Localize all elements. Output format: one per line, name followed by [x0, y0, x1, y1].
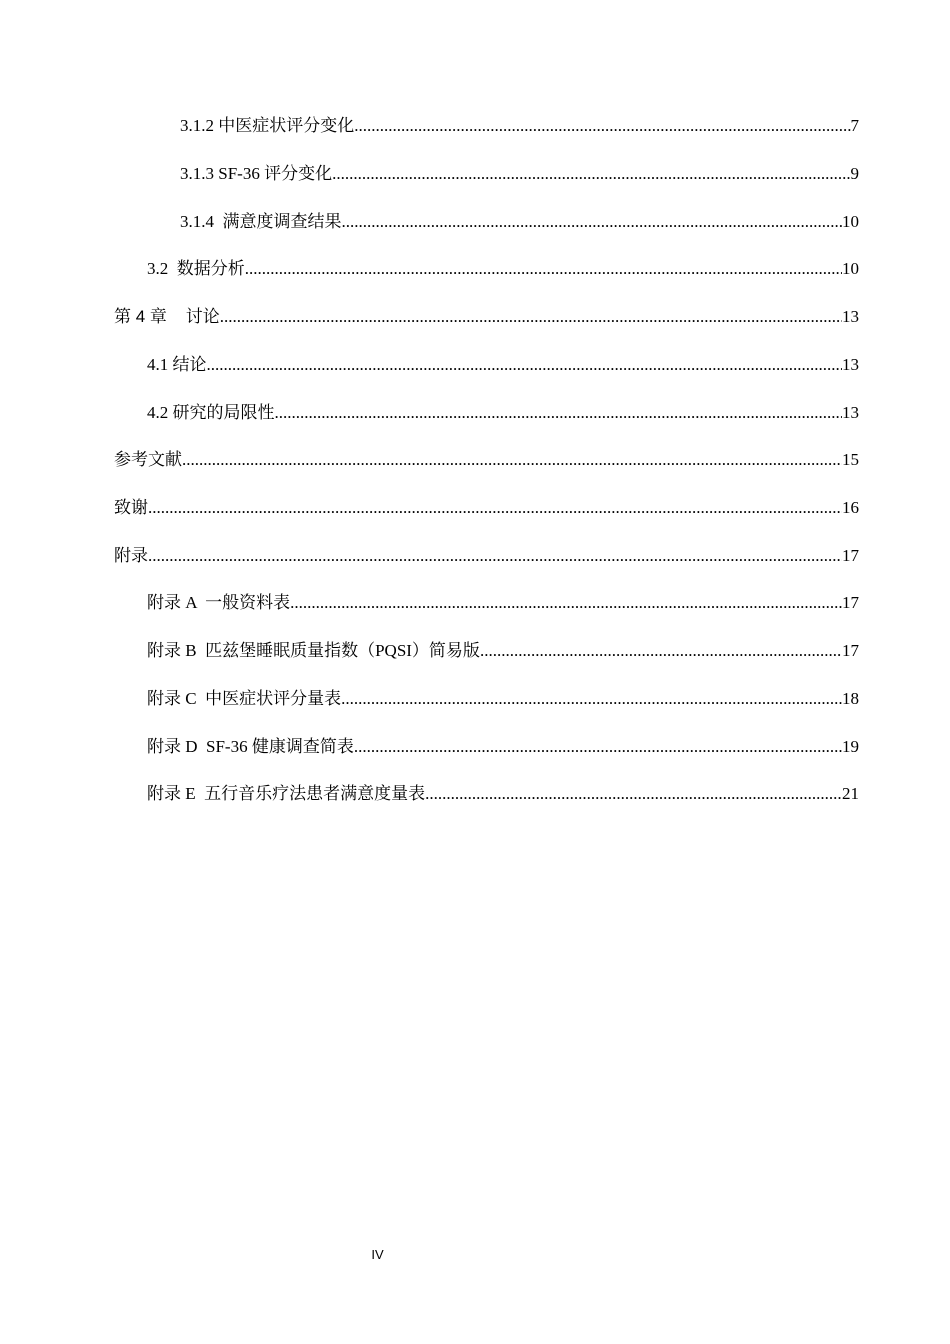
dot-leader — [342, 209, 843, 235]
toc-entry-page: 18 — [842, 689, 859, 708]
dot-leader — [354, 113, 850, 139]
toc-entry-title: 第 4 章 讨论 — [114, 307, 220, 326]
toc-entry[interactable] — [180, 113, 859, 139]
dot-leader — [207, 352, 843, 378]
toc-entry-title: 附录 — [114, 546, 148, 565]
toc-entry-page: 13 — [842, 355, 859, 374]
toc-entry-page: 17 — [842, 546, 859, 565]
dot-leader — [341, 686, 842, 712]
toc-entry-title: 附录 A 一般资料表 — [147, 593, 291, 612]
toc-entry[interactable] — [147, 734, 859, 760]
toc-entry[interactable] — [147, 400, 859, 426]
toc-entry-title: 4.2 研究的局限性 — [147, 403, 275, 422]
dot-leader — [290, 590, 842, 616]
toc-entry-title: 附录 B 匹兹堡睡眠质量指数（PQSI）简易版 — [147, 641, 480, 660]
toc-entry[interactable] — [180, 161, 859, 187]
page-number: IV — [371, 1247, 384, 1262]
toc-entry[interactable] — [147, 256, 859, 282]
dot-leader — [220, 304, 842, 330]
toc-entry-page: 10 — [842, 212, 859, 231]
toc-entry-title: 3.2 数据分析 — [147, 259, 245, 278]
toc-entry-title: 附录 E 五行音乐疗法患者满意度量表 — [147, 784, 426, 803]
toc-entry-page: 10 — [842, 259, 859, 278]
toc-entry-title: 4.1 结论 — [147, 355, 207, 374]
toc-entry-page: 13 — [842, 403, 859, 422]
toc-entry-page: 15 — [842, 450, 859, 469]
toc-entry-page: 13 — [842, 307, 859, 326]
dot-leader — [354, 734, 842, 760]
dot-leader — [245, 256, 842, 282]
toc-entry[interactable] — [180, 209, 859, 235]
toc-entry-page: 9 — [850, 164, 859, 183]
toc-entry[interactable] — [147, 686, 859, 712]
toc-entry-page: 17 — [842, 641, 859, 660]
toc-entry-page: 7 — [850, 116, 859, 135]
dot-leader — [480, 638, 842, 664]
toc-entry-page: 19 — [842, 737, 859, 756]
toc-entry-title: 附录 C 中医症状评分量表 — [147, 689, 342, 708]
toc-entry[interactable] — [114, 543, 859, 569]
toc-entry[interactable] — [114, 495, 859, 521]
toc-entry-title: 致谢 — [114, 498, 148, 517]
toc-entry-title: 3.1.3 SF-36 评分变化 — [180, 164, 333, 183]
toc-entry-title: 3.1.4 满意度调查结果 — [180, 212, 342, 231]
toc-entry[interactable] — [147, 352, 859, 378]
dot-leader — [275, 400, 843, 426]
toc-entry-page: 16 — [842, 498, 859, 517]
toc-entry-title: 参考文献 — [114, 450, 182, 469]
toc-entry-title: 3.1.2 中医症状评分变化 — [180, 116, 355, 135]
dot-leader — [148, 495, 842, 521]
toc-entry[interactable] — [114, 304, 859, 330]
toc-entry[interactable] — [147, 781, 859, 807]
toc-entry[interactable] — [147, 638, 859, 664]
toc-entry[interactable] — [147, 590, 859, 616]
dot-leader — [425, 781, 842, 807]
dot-leader — [332, 161, 850, 187]
dot-leader — [148, 543, 842, 569]
toc-entry-title: 附录 D SF-36 健康调查简表 — [147, 737, 354, 756]
dot-leader — [182, 447, 842, 473]
toc-entry[interactable] — [114, 447, 859, 473]
toc-entry-page: 17 — [842, 593, 859, 612]
toc-entry-page: 21 — [842, 784, 859, 803]
